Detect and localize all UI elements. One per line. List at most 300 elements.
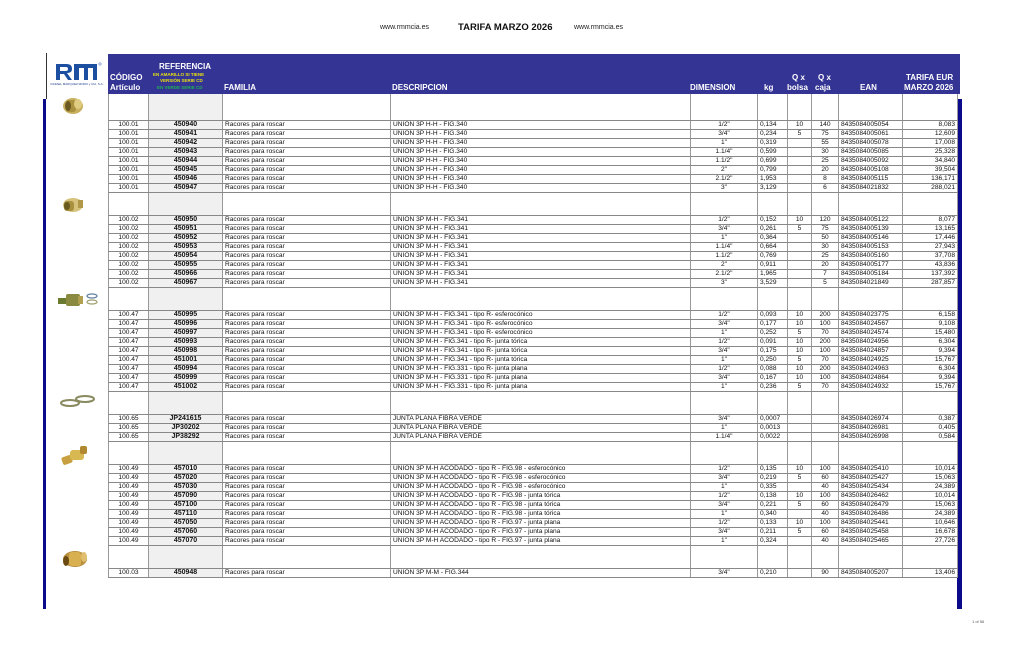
tarifa-cell: 16,678 xyxy=(903,528,958,537)
codigo-cell: 100.49 xyxy=(109,492,149,501)
familia-cell: Racores para roscar xyxy=(223,184,391,193)
caja-cell: 40 xyxy=(812,483,839,492)
referencia-cell: 450953 xyxy=(149,243,223,252)
bolsa-cell xyxy=(788,243,812,252)
tarifa-cell: 34,840 xyxy=(903,157,958,166)
descripcion-cell: UNIÓN 3P M-H ACODADO - tipo R - FIG.98 - junta tórica xyxy=(391,510,691,519)
kg-cell: 0,093 xyxy=(758,311,788,320)
tarifa-cell: 287,857 xyxy=(903,279,958,288)
table-row xyxy=(109,329,958,338)
dimension-cell: 1" xyxy=(691,537,758,546)
descripcion-cell: UNIÓN 3P H-H - FIG.340 xyxy=(391,148,691,157)
referencia-cell: JP38292 xyxy=(149,433,223,442)
familia-cell: Racores para roscar xyxy=(223,537,391,546)
dimension-cell: 3" xyxy=(691,279,758,288)
bolsa-cell xyxy=(788,175,812,184)
kg-cell: 0,135 xyxy=(758,465,788,474)
bolsa-cell: 5 xyxy=(788,383,812,392)
familia-cell: Racores para roscar xyxy=(223,415,391,424)
col-familia: FAMILIA xyxy=(224,83,256,92)
dimension-cell: 2" xyxy=(691,166,758,175)
tarifa-cell: 27,943 xyxy=(903,243,958,252)
group-spacer xyxy=(109,392,958,415)
spacer-cell xyxy=(691,442,758,465)
bolsa-cell xyxy=(788,148,812,157)
group-spacer xyxy=(109,546,958,569)
col-tarifa-line2: MARZO 2026 xyxy=(904,83,954,92)
bolsa-cell: 10 xyxy=(788,216,812,225)
tarifa-cell: 15,767 xyxy=(903,356,958,365)
group-spacer xyxy=(109,442,958,465)
table-row xyxy=(109,338,958,347)
familia-cell: Racores para roscar xyxy=(223,424,391,433)
spacer-cell xyxy=(758,193,788,216)
caja-cell: 200 xyxy=(812,338,839,347)
bolsa-cell: 10 xyxy=(788,311,812,320)
kg-cell: 1,965 xyxy=(758,270,788,279)
table-row xyxy=(109,510,958,519)
bolsa-cell: 5 xyxy=(788,474,812,483)
dimension-cell: 1" xyxy=(691,356,758,365)
dimension-cell: 1.1/4" xyxy=(691,243,758,252)
spacer-cell xyxy=(758,546,788,569)
caja-cell xyxy=(812,415,839,424)
tarifa-cell: 10,014 xyxy=(903,465,958,474)
brass-union-icon xyxy=(60,96,86,121)
referencia-cell: 457050 xyxy=(149,519,223,528)
kg-cell: 0,091 xyxy=(758,338,788,347)
table-row xyxy=(109,252,958,261)
tarifa-cell: 6,158 xyxy=(903,311,958,320)
dimension-cell: 1" xyxy=(691,483,758,492)
bolsa-cell xyxy=(788,252,812,261)
table-row xyxy=(109,433,958,442)
familia-cell: Racores para roscar xyxy=(223,148,391,157)
descripcion-cell: UNIÓN 3P M-H - FIG.341 xyxy=(391,234,691,243)
descripcion-cell: UNIÓN 3P M-H ACODADO - tipo R - FIG.98 - junta tórica xyxy=(391,492,691,501)
company-name: RAFAEL MARQUEZ MORO y CIA, S.A. xyxy=(50,82,104,86)
descripcion-cell: UNIÓN 3P M-H - FIG.331 - tipo R- junta plana xyxy=(391,374,691,383)
table-row xyxy=(109,130,958,139)
spacer-cell xyxy=(903,94,958,121)
bolsa-cell xyxy=(788,537,812,546)
codigo-cell: 100.02 xyxy=(109,243,149,252)
tarifa-cell: 17,446 xyxy=(903,234,958,243)
col-bolsa-line2: bolsa xyxy=(787,83,808,92)
dimension-cell: 1/2" xyxy=(691,216,758,225)
tarifa-cell: 288,021 xyxy=(903,184,958,193)
descripcion-cell: UNIÓN 3P M-H - FIG.341 - tipo R- esferocónico xyxy=(391,311,691,320)
caja-cell: 100 xyxy=(812,374,839,383)
codigo-cell: 100.47 xyxy=(109,365,149,374)
codigo-cell: 100.49 xyxy=(109,528,149,537)
codigo-cell: 100.47 xyxy=(109,311,149,320)
dimension-cell: 3/4" xyxy=(691,569,758,578)
spacer-cell xyxy=(788,546,812,569)
descripcion-cell: UNIÓN 3P M-H ACODADO - tipo R - FIG.98 - esferocónico xyxy=(391,465,691,474)
spacer-cell xyxy=(149,193,223,216)
ref-note-version: VERSIÓN SERIE CD xyxy=(160,78,203,83)
table-row xyxy=(109,424,958,433)
bolsa-cell xyxy=(788,433,812,442)
familia-cell: Racores para roscar xyxy=(223,157,391,166)
codigo-cell: 100.01 xyxy=(109,184,149,193)
descripcion-cell: UNIÓN 3P M-H ACODADO - tipo R - FIG.98 - junta tórica xyxy=(391,501,691,510)
ean-cell: 8435084024932 xyxy=(839,383,903,392)
bolsa-cell: 5 xyxy=(788,130,812,139)
caja-cell: 60 xyxy=(812,474,839,483)
familia-cell: Racores para roscar xyxy=(223,510,391,519)
familia-cell: Racores para roscar xyxy=(223,338,391,347)
referencia-cell: 450947 xyxy=(149,184,223,193)
caja-cell: 75 xyxy=(812,225,839,234)
caja-cell: 20 xyxy=(812,166,839,175)
kg-cell: 1,953 xyxy=(758,175,788,184)
descripcion-cell: UNIÓN 3P H-H - FIG.340 xyxy=(391,157,691,166)
tarifa-cell: 136,171 xyxy=(903,175,958,184)
spacer-cell xyxy=(903,193,958,216)
ean-cell: 8435084024963 xyxy=(839,365,903,374)
kg-cell: 0,138 xyxy=(758,492,788,501)
referencia-cell: 457010 xyxy=(149,465,223,474)
codigo-cell: 100.01 xyxy=(109,130,149,139)
codigo-cell: 100.47 xyxy=(109,383,149,392)
bolsa-cell: 10 xyxy=(788,338,812,347)
spacer-cell xyxy=(223,193,391,216)
kg-cell: 3,129 xyxy=(758,184,788,193)
table-row xyxy=(109,537,958,546)
table-row xyxy=(109,365,958,374)
caja-cell: 5 xyxy=(812,279,839,288)
caja-cell: 90 xyxy=(812,569,839,578)
codigo-cell: 100.47 xyxy=(109,329,149,338)
kg-cell: 0,769 xyxy=(758,252,788,261)
dimension-cell: 1" xyxy=(691,383,758,392)
descripcion-cell: UNIÓN 3P M-H ACODADO - tipo R - FIG.97 - junta plana xyxy=(391,528,691,537)
familia-cell: Racores para roscar xyxy=(223,216,391,225)
bolsa-cell: 5 xyxy=(788,329,812,338)
caja-cell: 60 xyxy=(812,528,839,537)
caja-cell xyxy=(812,424,839,433)
familia-cell: Racores para roscar xyxy=(223,311,391,320)
ean-cell: 8435084024857 xyxy=(839,347,903,356)
descripcion-cell: UNIÓN 3P H-H - FIG.340 xyxy=(391,130,691,139)
descripcion-cell: UNIÓN 3P M-H - FIG.341 - tipo R- junta tórica xyxy=(391,338,691,347)
col-caja-line1: Q x xyxy=(818,73,831,82)
spacer-cell xyxy=(812,288,839,311)
bolsa-cell: 10 xyxy=(788,365,812,374)
spacer-cell xyxy=(391,94,691,121)
descripcion-cell: UNIÓN 3P M-H - FIG.331 - tipo R- junta plana xyxy=(391,383,691,392)
col-codigo-line2: Artículo xyxy=(110,83,141,92)
tarifa-cell: 15,063 xyxy=(903,474,958,483)
referencia-cell: 457020 xyxy=(149,474,223,483)
spacer-cell xyxy=(391,546,691,569)
caja-cell: 140 xyxy=(812,121,839,130)
ean-cell: 8435084024925 xyxy=(839,356,903,365)
kg-cell: 0,221 xyxy=(758,501,788,510)
bolsa-cell xyxy=(788,510,812,519)
bolsa-cell xyxy=(788,279,812,288)
kg-cell: 0,664 xyxy=(758,243,788,252)
col-tarifa-line1: TARIFA EUR xyxy=(906,73,954,82)
descripcion-cell: UNIÓN 3P M-H - FIG.341 xyxy=(391,279,691,288)
table-row xyxy=(109,519,958,528)
flat-gasket-icon xyxy=(58,394,98,413)
ean-cell: 8435084026486 xyxy=(839,510,903,519)
ean-cell: 8435084005153 xyxy=(839,243,903,252)
descripcion-cell: UNIÓN 3P M-H - FIG.341 xyxy=(391,261,691,270)
codigo-cell: 100.47 xyxy=(109,374,149,383)
caja-cell: 55 xyxy=(812,139,839,148)
descripcion-cell: UNIÓN 3P M-M - FIG.344 xyxy=(391,569,691,578)
referencia-cell: 450941 xyxy=(149,130,223,139)
codigo-cell: 100.02 xyxy=(109,225,149,234)
ean-cell: 8435084025441 xyxy=(839,519,903,528)
tarifa-cell: 9,108 xyxy=(903,320,958,329)
site-url-left: www.rmmcia.es xyxy=(380,24,430,31)
dimension-cell: 1" xyxy=(691,424,758,433)
descripcion-cell: UNIÓN 3P M-H - FIG.341 xyxy=(391,243,691,252)
group-spacer xyxy=(109,193,958,216)
bolsa-cell: 10 xyxy=(788,374,812,383)
tarifa-cell: 8,083 xyxy=(903,121,958,130)
ean-cell: 8435084024956 xyxy=(839,338,903,347)
codigo-cell: 100.49 xyxy=(109,519,149,528)
familia-cell: Racores para roscar xyxy=(223,121,391,130)
familia-cell: Racores para roscar xyxy=(223,175,391,184)
bolsa-cell: 5 xyxy=(788,225,812,234)
caja-cell: 100 xyxy=(812,519,839,528)
ean-cell: 8435084005092 xyxy=(839,157,903,166)
dimension-cell: 1/2" xyxy=(691,365,758,374)
descripcion-cell: JUNTA PLANA FIBRA VERDE xyxy=(391,415,691,424)
table-row xyxy=(109,383,958,392)
table-row xyxy=(109,320,958,329)
caja-cell: 75 xyxy=(812,130,839,139)
ean-cell: 8435084026479 xyxy=(839,501,903,510)
descripcion-cell: UNIÓN 3P H-H - FIG.340 xyxy=(391,175,691,184)
spacer-cell xyxy=(788,288,812,311)
ean-cell: 8435084005122 xyxy=(839,216,903,225)
spacer-cell xyxy=(839,288,903,311)
table-row xyxy=(109,569,958,578)
tarifa-cell: 25,328 xyxy=(903,148,958,157)
kg-cell: 0,175 xyxy=(758,347,788,356)
bolsa-cell: 10 xyxy=(788,320,812,329)
table-row xyxy=(109,474,958,483)
descripcion-cell: UNIÓN 3P M-H ACODADO - tipo R - FIG.98 - esferocónico xyxy=(391,483,691,492)
table-row xyxy=(109,139,958,148)
table-row xyxy=(109,279,958,288)
referencia-cell: 450946 xyxy=(149,175,223,184)
spacer-cell xyxy=(109,94,149,121)
descripcion-cell: UNIÓN 3P M-H ACODADO - tipo R - FIG.97 - junta plana xyxy=(391,519,691,528)
left-accent-bar xyxy=(43,99,46,609)
caja-cell: 70 xyxy=(812,383,839,392)
bolsa-cell xyxy=(788,261,812,270)
tarifa-cell: 12,609 xyxy=(903,130,958,139)
ean-cell: 8435084021832 xyxy=(839,184,903,193)
familia-cell: Racores para roscar xyxy=(223,166,391,175)
codigo-cell: 100.65 xyxy=(109,424,149,433)
codigo-cell: 100.01 xyxy=(109,175,149,184)
brass-union-mh-icon xyxy=(60,195,86,220)
spacer-cell xyxy=(839,193,903,216)
spacer-cell xyxy=(839,392,903,415)
table-row xyxy=(109,157,958,166)
codigo-cell: 100.49 xyxy=(109,474,149,483)
descripcion-cell: UNIÓN 3P H-H - FIG.340 xyxy=(391,166,691,175)
descripcion-cell: UNIÓN 3P M-H - FIG.341 - tipo R- junta tórica xyxy=(391,347,691,356)
tarifa-cell: 9,394 xyxy=(903,374,958,383)
dimension-cell: 3/4" xyxy=(691,415,758,424)
spacer-cell xyxy=(903,288,958,311)
spacer-cell xyxy=(903,442,958,465)
familia-cell: Racores para roscar xyxy=(223,492,391,501)
kg-cell: 0,599 xyxy=(758,148,788,157)
kg-cell: 0,340 xyxy=(758,510,788,519)
kg-cell: 0,252 xyxy=(758,329,788,338)
ean-cell: 8435084005207 xyxy=(839,569,903,578)
tarifa-cell: 137,392 xyxy=(903,270,958,279)
spacer-cell xyxy=(391,392,691,415)
kg-cell: 0,134 xyxy=(758,121,788,130)
familia-cell: Racores para roscar xyxy=(223,433,391,442)
col-dimension: DIMENSION xyxy=(690,83,736,92)
kg-cell: 0,0022 xyxy=(758,433,788,442)
group-spacer xyxy=(109,288,958,311)
spacer-cell xyxy=(149,94,223,121)
bolsa-cell xyxy=(788,157,812,166)
spacer-cell xyxy=(758,392,788,415)
referencia-cell: 457090 xyxy=(149,492,223,501)
ean-cell: 8435084005078 xyxy=(839,139,903,148)
referencia-cell: 450993 xyxy=(149,338,223,347)
familia-cell: Racores para roscar xyxy=(223,270,391,279)
kg-cell: 0,088 xyxy=(758,365,788,374)
caja-cell: 7 xyxy=(812,270,839,279)
codigo-cell: 100.49 xyxy=(109,465,149,474)
codigo-cell: 100.49 xyxy=(109,510,149,519)
bolsa-cell: 10 xyxy=(788,465,812,474)
dimension-cell: 1.1/2" xyxy=(691,252,758,261)
ean-cell: 8435084026998 xyxy=(839,433,903,442)
referencia-cell: 457100 xyxy=(149,501,223,510)
ean-cell: 8435084025427 xyxy=(839,474,903,483)
union-mm-icon xyxy=(60,548,90,575)
table-row xyxy=(109,415,958,424)
familia-cell: Racores para roscar xyxy=(223,569,391,578)
page-number: 1 of 56 xyxy=(972,619,985,624)
spacer-cell xyxy=(391,193,691,216)
bolsa-cell xyxy=(788,424,812,433)
familia-cell: Racores para roscar xyxy=(223,347,391,356)
codigo-cell: 100.02 xyxy=(109,261,149,270)
referencia-cell: 450940 xyxy=(149,121,223,130)
caja-cell: 30 xyxy=(812,243,839,252)
dimension-cell: 1/2" xyxy=(691,311,758,320)
spacer-cell xyxy=(691,193,758,216)
dimension-cell: 1" xyxy=(691,139,758,148)
codigo-cell: 100.02 xyxy=(109,216,149,225)
descripcion-cell: UNIÓN 3P M-H - FIG.341 xyxy=(391,216,691,225)
ean-cell: 8435084005139 xyxy=(839,225,903,234)
tarifa-cell: 17,008 xyxy=(903,139,958,148)
page-title: TARIFA MARZO 2026 xyxy=(458,22,553,33)
descripcion-cell: UNIÓN 3P M-H - FIG.331 - tipo R- junta plana xyxy=(391,365,691,374)
ean-cell: 8435084005177 xyxy=(839,261,903,270)
codigo-cell: 100.02 xyxy=(109,234,149,243)
caja-cell: 40 xyxy=(812,537,839,546)
ean-cell: 8435084005115 xyxy=(839,175,903,184)
table-row xyxy=(109,465,958,474)
kg-cell: 0,261 xyxy=(758,225,788,234)
table-row xyxy=(109,356,958,365)
codigo-cell: 100.01 xyxy=(109,148,149,157)
referencia-cell: 450950 xyxy=(149,216,223,225)
caja-cell: 6 xyxy=(812,184,839,193)
codigo-cell: 100.02 xyxy=(109,252,149,261)
referencia-cell: 450994 xyxy=(149,365,223,374)
kg-cell: 0,211 xyxy=(758,528,788,537)
caja-cell: 20 xyxy=(812,261,839,270)
ean-cell: 8435084005108 xyxy=(839,166,903,175)
spacer-cell xyxy=(223,392,391,415)
table-row xyxy=(109,528,958,537)
tarifa-cell: 15,767 xyxy=(903,383,958,392)
caja-cell: 100 xyxy=(812,347,839,356)
ean-cell: 8435084025458 xyxy=(839,528,903,537)
table-row xyxy=(109,216,958,225)
tarifa-cell: 13,165 xyxy=(903,225,958,234)
familia-cell: Racores para roscar xyxy=(223,243,391,252)
ean-cell: 8435084023775 xyxy=(839,311,903,320)
dimension-cell: 3" xyxy=(691,184,758,193)
spacer-cell xyxy=(812,392,839,415)
table-row xyxy=(109,374,958,383)
kg-cell: 0,219 xyxy=(758,474,788,483)
kg-cell: 0,236 xyxy=(758,383,788,392)
dimension-cell: 1/2" xyxy=(691,121,758,130)
referencia-cell: 450995 xyxy=(149,311,223,320)
caja-cell: 25 xyxy=(812,157,839,166)
dimension-cell: 1.1/2" xyxy=(691,157,758,166)
table-row xyxy=(109,243,958,252)
table-row xyxy=(109,261,958,270)
referencia-cell: 450942 xyxy=(149,139,223,148)
dimension-cell: 3/4" xyxy=(691,347,758,356)
table-row xyxy=(109,270,958,279)
col-caja-line2: caja xyxy=(815,83,831,92)
dimension-cell: 2.1/2" xyxy=(691,175,758,184)
caja-cell: 70 xyxy=(812,356,839,365)
dimension-cell: 2" xyxy=(691,261,758,270)
ean-cell: 8435084005146 xyxy=(839,234,903,243)
bolsa-cell: 5 xyxy=(788,501,812,510)
bolsa-cell xyxy=(788,184,812,193)
referencia-cell: 450966 xyxy=(149,270,223,279)
dimension-cell: 1/2" xyxy=(691,465,758,474)
codigo-cell: 100.49 xyxy=(109,537,149,546)
familia-cell: Racores para roscar xyxy=(223,261,391,270)
descripcion-cell: UNIÓN 3P M-H - FIG.341 - tipo R- esferocónico xyxy=(391,329,691,338)
col-ean: EAN xyxy=(860,83,877,92)
tarifa-cell: 43,836 xyxy=(903,261,958,270)
dimension-cell: 3/4" xyxy=(691,528,758,537)
familia-cell: Racores para roscar xyxy=(223,225,391,234)
referencia-cell: 450999 xyxy=(149,374,223,383)
